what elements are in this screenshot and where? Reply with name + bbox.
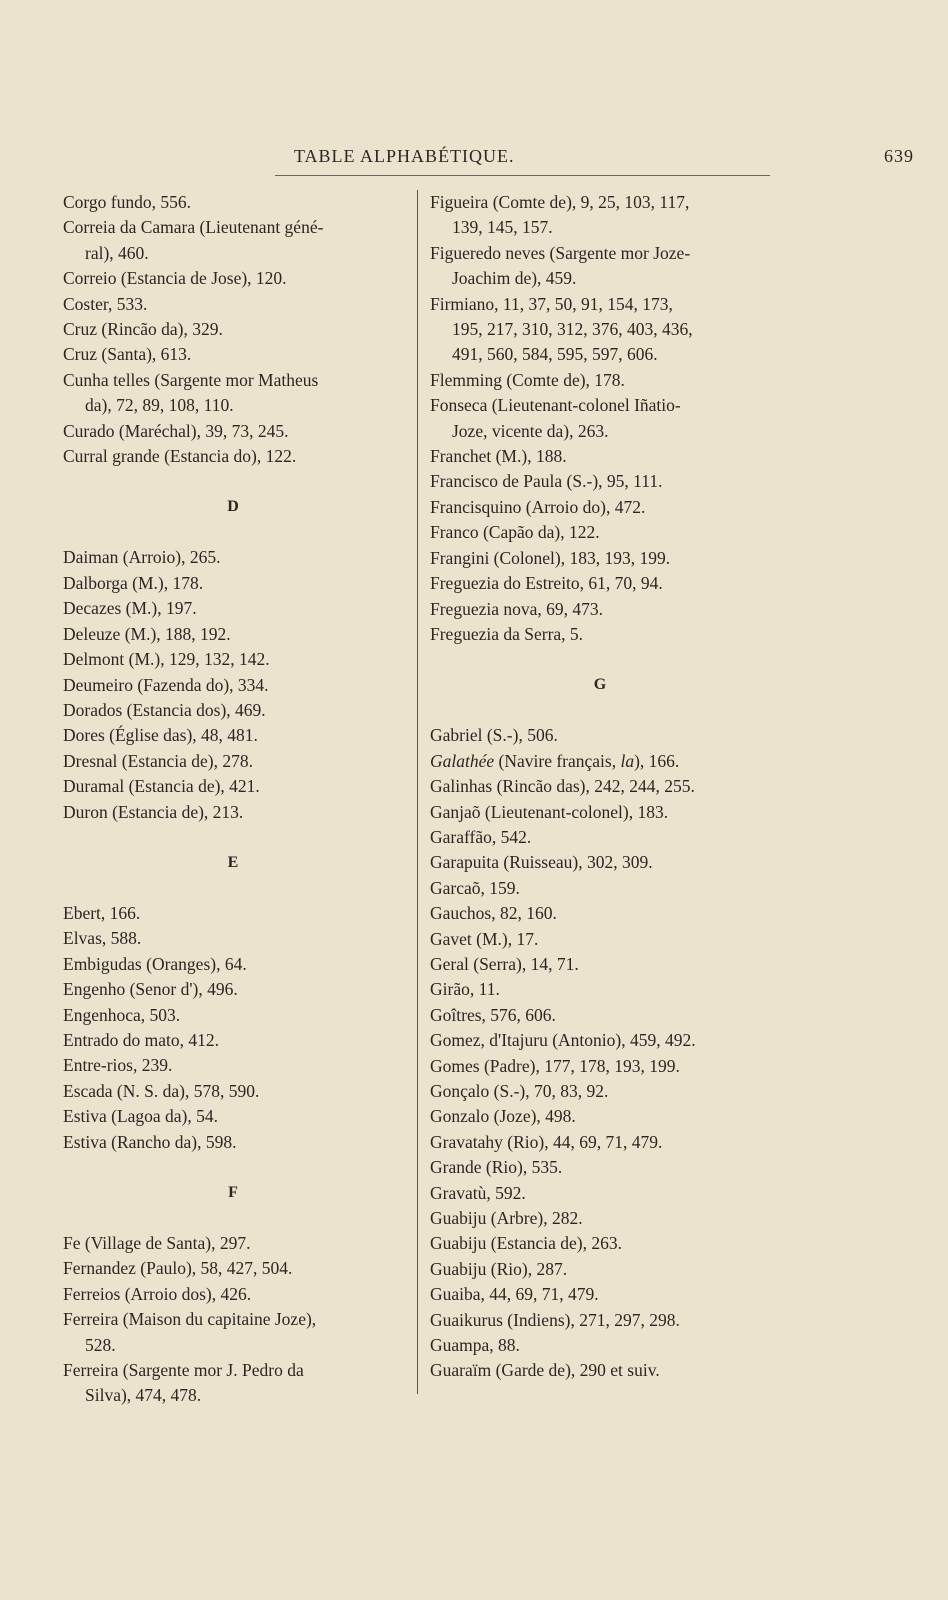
index-entry: Dores (Église das), 48, 481.: [63, 725, 258, 746]
index-entry: Guaraïm (Garde de), 290 et suiv.: [430, 1360, 660, 1381]
index-entry: Geral (Serra), 14, 71.: [430, 953, 579, 974]
index-entry: Dresnal (Estancia de), 278.: [63, 750, 253, 771]
index-entry: Dorados (Estancia dos), 469.: [63, 699, 266, 720]
entry-text: (Navire français,: [494, 750, 621, 771]
index-entry: Correio (Estancia de Jose), 120.: [63, 268, 287, 289]
index-entry: Franco (Capão da), 122.: [430, 522, 600, 543]
article-italic: la: [620, 750, 635, 771]
index-entry: Engenhoca, 503.: [63, 1004, 181, 1025]
index-entry: Cunha telles (Sargente mor Matheus: [63, 369, 319, 390]
index-entry: Duramal (Estancia de), 421.: [63, 776, 260, 797]
index-entry: Ferreira (Maison du capitaine Joze),: [63, 1309, 317, 1330]
index-entry: Deleuze (M.), 188, 192.: [63, 623, 231, 644]
index-entry: Flemming (Comte de), 178.: [430, 369, 625, 390]
index-entry: Guaikurus (Indiens), 271, 297, 298.: [430, 1309, 680, 1330]
index-entry: Deumeiro (Fazenda do), 334.: [63, 674, 269, 695]
index-entry: Garaffão, 542.: [430, 826, 532, 847]
index-entry: Francisco de Paula (S.-), 95, 111.: [430, 471, 663, 492]
index-entry: Ferreios (Arroio dos), 426.: [63, 1283, 252, 1304]
index-entry: Figueredo neves (Sargente mor Joze-: [430, 242, 691, 263]
index-entry: Franchet (M.), 188.: [430, 446, 567, 467]
index-entry: Fernandez (Paulo), 58, 427, 504.: [63, 1258, 293, 1279]
index-entry: Daiman (Arroio), 265.: [63, 547, 221, 568]
index-entry: Gomez, d'Itajuru (Antonio), 459, 492.: [430, 1030, 696, 1051]
index-entry: Ebert, 166.: [63, 902, 141, 923]
index-entry: Goîtres, 576, 606.: [430, 1004, 556, 1025]
index-entry: Gabriel (S.-), 506.: [430, 725, 558, 746]
index-entry: Ferreira (Sargente mor J. Pedro da: [63, 1360, 304, 1381]
index-entry: Guabiju (Arbre), 282.: [430, 1208, 583, 1229]
index-entry: Gavet (M.), 17.: [430, 928, 539, 949]
index-entry: Freguezia nova, 69, 473.: [430, 598, 604, 619]
index-column-left: [63, 190, 403, 1409]
index-entry: Gomes (Padre), 177, 178, 193, 199.: [430, 1055, 680, 1076]
index-entry: Gravatù, 592.: [430, 1182, 526, 1203]
index-entry: Gravatahy (Rio), 44, 69, 71, 479.: [430, 1131, 663, 1152]
index-entry: Garcaõ, 159.: [430, 877, 520, 898]
running-header: [0, 146, 948, 170]
index-entry: Guampa, 88.: [430, 1335, 520, 1356]
entry-text: ), 166.: [634, 750, 680, 771]
index-entry: Entre-rios, 239.: [63, 1055, 173, 1076]
index-entry: Duron (Estancia de), 213.: [63, 801, 244, 822]
index-entry: Grande (Rio), 535.: [430, 1157, 563, 1178]
index-entry: Corgo fundo, 556.: [63, 192, 192, 212]
index-entry: Coster, 533.: [63, 293, 148, 314]
index-entry: Correia da Camara (Lieutenant géné-: [63, 217, 324, 238]
index-entry: Curral grande (Estancia do), 122.: [63, 446, 297, 467]
index-entry-continuation: Joze, vicente da), 263.: [452, 420, 609, 441]
index-entry: Estiva (Rancho da), 598.: [63, 1131, 237, 1152]
index-entry: Guaiba, 44, 69, 71, 479.: [430, 1284, 599, 1305]
index-entry: Fonseca (Lieutenant-colonel Iñatio-: [430, 395, 681, 416]
index-entry: Entrado do mato, 412.: [63, 1029, 220, 1050]
index-entry: Firmiano, 11, 37, 50, 91, 154, 173,: [430, 293, 673, 314]
index-entry-continuation: 491, 560, 584, 595, 597, 606.: [452, 344, 658, 365]
index-entry: Gauchos, 82, 160.: [430, 903, 557, 924]
index-entry: Frangini (Colonel), 183, 193, 199.: [430, 547, 671, 568]
index-entry: Elvas, 588.: [63, 928, 142, 949]
index-entry: Freguezia do Estreito, 61, 70, 94.: [430, 573, 663, 594]
index-entry: Dalborga (M.), 178.: [63, 572, 204, 593]
index-entry: Estiva (Lagoa da), 54.: [63, 1106, 219, 1127]
index-entry-continuation: ral), 460.: [85, 242, 149, 263]
index-entry: Cruz (Santa), 613.: [63, 344, 192, 365]
index-entry: Embigudas (Oranges), 64.: [63, 953, 247, 974]
index-entry-galathee: [430, 749, 770, 774]
index-entry: Freguezia da Serra, 5.: [430, 623, 584, 644]
index-entry-continuation: da), 72, 89, 108, 110.: [85, 395, 234, 416]
index-entry: Girão, 11.: [430, 979, 500, 1000]
running-title: TABLE ALPHABÉTIQUE.: [294, 146, 515, 166]
index-entry-continuation: 139, 145, 157.: [452, 217, 553, 238]
section-letter-e: E: [227, 853, 239, 871]
section-letter-g: G: [593, 676, 607, 694]
index-entry: Ganjaõ (Lieutenant-colonel), 183.: [430, 801, 669, 822]
index-entry: Escada (N. S. da), 578, 590.: [63, 1080, 260, 1101]
index-entry-continuation: 528.: [85, 1334, 116, 1355]
index-entry: Galinhas (Rincão das), 242, 244, 255.: [430, 776, 695, 797]
index-column-right: [430, 190, 770, 1384]
index-entry: Cruz (Rincão da), 329.: [63, 319, 223, 340]
index-entry: Guabiju (Estancia de), 263.: [430, 1233, 622, 1254]
index-entry: Decazes (M.), 197.: [63, 598, 197, 619]
index-entry: Gonzalo (Joze), 498.: [430, 1106, 576, 1127]
index-entry: Francisquino (Arroio do), 472.: [430, 496, 646, 517]
index-entry: Figueira (Comte de), 9, 25, 103, 117,: [430, 192, 690, 212]
index-entry: Engenho (Senor d'), 496.: [63, 979, 238, 1000]
ship-name: Galathée: [430, 750, 495, 771]
index-entry: Guabiju (Rio), 287.: [430, 1258, 568, 1279]
page-number: 639: [884, 146, 914, 166]
index-entry: Curado (Maréchal), 39, 73, 245.: [63, 420, 289, 441]
index-entry-continuation: 195, 217, 310, 312, 376, 403, 436,: [452, 319, 693, 340]
index-entry-continuation: Silva), 474, 478.: [85, 1385, 202, 1406]
section-letter-f: F: [228, 1184, 238, 1201]
index-entry: Fe (Village de Santa), 297.: [63, 1233, 251, 1253]
index-entry: Gonçalo (S.-), 70, 83, 92.: [430, 1081, 609, 1101]
index-entry: Garapuita (Ruisseau), 302, 309.: [430, 852, 653, 873]
column-divider: [417, 190, 418, 1394]
index-entry-continuation: Joachim de), 459.: [452, 268, 577, 289]
section-letter-d: D: [227, 498, 239, 516]
header-rule: [275, 175, 770, 176]
index-entry: Delmont (M.), 129, 132, 142.: [63, 649, 270, 670]
